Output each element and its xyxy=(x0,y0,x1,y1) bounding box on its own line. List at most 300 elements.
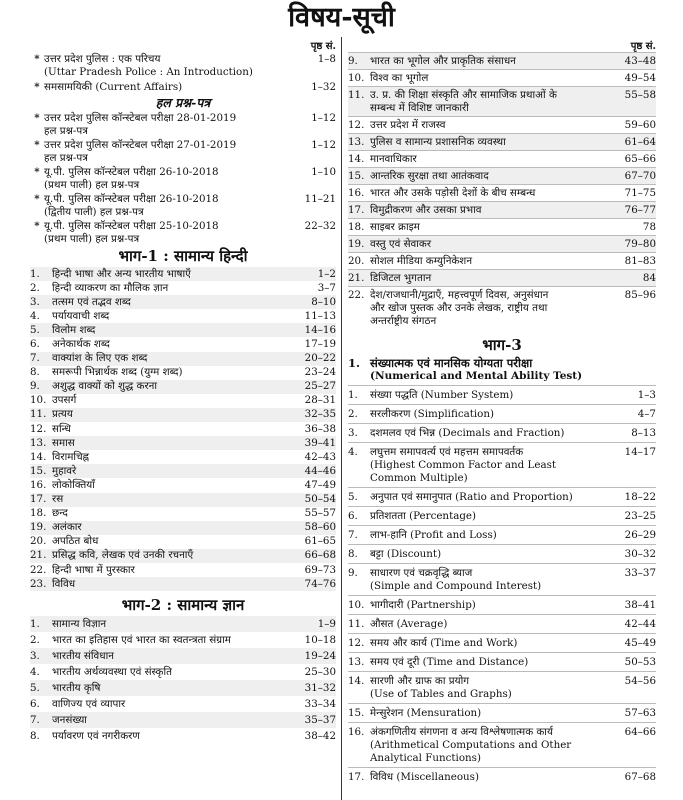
item-page-range: 25–30 xyxy=(304,665,336,678)
solved-paper-item xyxy=(30,192,336,219)
item-number: 5. xyxy=(30,681,40,694)
item-page-range: 42–44 xyxy=(624,617,656,630)
item-page-range: 36–38 xyxy=(304,422,336,435)
item-title xyxy=(52,666,274,679)
item-page-range: 58–60 xyxy=(304,521,336,534)
item-title xyxy=(370,170,594,183)
item-page-range: 18–22 xyxy=(624,490,656,503)
item-page-range: 23–25 xyxy=(624,509,656,522)
part1-item xyxy=(30,563,336,577)
item-page-range: 78 xyxy=(642,220,656,233)
item-title-line: Common Multiple) xyxy=(370,471,468,484)
numerical-item xyxy=(348,506,656,525)
intro-item xyxy=(30,52,336,80)
item-title-line: अशुद्ध वाक्यों को शुद्ध करना xyxy=(52,380,158,393)
item-number: 16. xyxy=(348,186,365,199)
part2-item xyxy=(30,728,336,744)
gk-item xyxy=(348,86,656,116)
item-number: 17. xyxy=(30,493,47,506)
item-page-range: 1–12 xyxy=(311,138,336,151)
item-title-line: (Uttar Pradesh Police : An Introduction) xyxy=(44,66,253,78)
item-number: 17. xyxy=(348,770,365,783)
part1-item xyxy=(30,478,336,492)
item-title xyxy=(52,282,274,295)
item-page-range: 1–9 xyxy=(317,617,336,630)
item-page-range: 11–13 xyxy=(304,309,336,322)
bullet-star: * xyxy=(34,53,40,65)
part3-main-subtitle: (Numerical and Mental Ability Test) xyxy=(370,370,583,382)
item-title-line: (Simple and Compound Interest) xyxy=(370,579,542,592)
item-number: 19. xyxy=(348,237,365,250)
item-title xyxy=(370,548,594,561)
item-title xyxy=(370,567,594,593)
gk-item xyxy=(348,184,656,201)
item-title-line: (Use of Tables and Graphs) xyxy=(370,687,512,700)
numerical-item xyxy=(348,442,656,487)
item-title-line: वाणिज्य एवं व्यापार xyxy=(52,697,126,710)
part1-item xyxy=(30,450,336,464)
gk-item xyxy=(348,133,656,150)
item-title-line: रस xyxy=(52,493,64,506)
item-title-line: अपठित बोध xyxy=(52,535,99,548)
item-title-line: बट्टा (Discount) xyxy=(370,547,442,560)
item-title-line: पर्यावरण एवं नगरीकरण xyxy=(52,729,140,742)
item-page-range: 55–57 xyxy=(304,507,336,520)
part2-item xyxy=(30,632,336,648)
item-title-line: प्रसिद्ध कवि, लेखक एवं उनकी रचनाएँ xyxy=(52,549,194,562)
item-number: 11. xyxy=(348,88,365,101)
item-title xyxy=(44,112,274,138)
item-title xyxy=(52,564,274,577)
item-title xyxy=(370,771,594,784)
item-page-range: 10–18 xyxy=(304,633,336,646)
part1-item xyxy=(30,394,336,408)
item-title xyxy=(370,491,594,504)
item-number: 7. xyxy=(30,713,40,726)
part2-item xyxy=(30,680,336,696)
part3-main-item xyxy=(348,356,656,370)
item-number: 20. xyxy=(348,254,365,267)
item-page-range: 50–54 xyxy=(304,493,336,506)
numerical-item xyxy=(348,487,656,506)
item-title xyxy=(52,324,274,337)
numerical-item xyxy=(348,385,656,404)
item-page-range: 33–37 xyxy=(624,566,656,579)
item-page-range: 39–41 xyxy=(304,436,336,449)
numerical-item xyxy=(348,544,656,563)
item-number: 1. xyxy=(30,617,40,630)
part3-main-number: 1. xyxy=(348,356,361,370)
item-page-range: 4–7 xyxy=(637,407,656,420)
item-title xyxy=(52,479,274,492)
numerical-item xyxy=(348,652,656,671)
item-page-range: 44–46 xyxy=(304,464,336,477)
item-number: 4. xyxy=(30,309,40,322)
item-number: 4. xyxy=(348,445,358,458)
item-number: 21. xyxy=(30,549,47,562)
item-title-line: उत्तर प्रदेश में राजस्व xyxy=(370,118,446,131)
item-page-range: 61–64 xyxy=(624,135,656,148)
item-page-range: 43–48 xyxy=(624,54,656,67)
item-title xyxy=(370,289,594,328)
item-title-line: मुहावरे xyxy=(52,464,77,477)
item-number: 18. xyxy=(30,507,47,520)
part2-item xyxy=(30,664,336,680)
item-title-line: उपसर्ग xyxy=(52,394,77,407)
part2-item xyxy=(30,616,336,632)
item-title-line: यू.पी. पुलिस कॉन्स्टेबल परीक्षा 25-10-2018 xyxy=(44,219,219,232)
numerical-item xyxy=(348,563,656,595)
item-title-line: भारतीय अर्थव्यवस्था एवं संस्कृति xyxy=(52,665,172,678)
item-title xyxy=(370,599,594,612)
item-number: 12. xyxy=(348,118,365,131)
item-page-range: 67–68 xyxy=(624,770,656,783)
gk-item xyxy=(348,201,656,218)
item-title-line: सामान्य विज्ञान xyxy=(52,617,107,630)
item-number: 5. xyxy=(30,323,40,336)
item-title-line: संख्या पद्धति (Number System) xyxy=(370,388,514,401)
item-title-line: सरलीकरण (Simplification) xyxy=(370,407,495,420)
numerical-item xyxy=(348,671,656,703)
item-page-range: 67–70 xyxy=(624,169,656,182)
gk-item xyxy=(348,286,656,329)
item-title xyxy=(52,380,274,393)
item-number: 22. xyxy=(348,288,365,301)
item-title xyxy=(52,268,274,281)
item-page-range: 57–63 xyxy=(624,706,656,719)
item-title xyxy=(370,255,594,268)
item-title xyxy=(370,72,594,85)
item-title-line: लोकोक्तियाँ xyxy=(52,478,95,491)
item-page-range: 38–42 xyxy=(304,729,336,742)
item-title xyxy=(52,493,274,506)
item-title-line: उत्तर प्रदेश पुलिस : एक परिचय xyxy=(44,53,161,65)
item-title xyxy=(52,310,274,323)
item-page-range: 17–19 xyxy=(304,338,336,351)
item-title xyxy=(370,427,594,440)
item-title-line: मानवाधिकार xyxy=(370,152,417,165)
item-number: 12. xyxy=(30,422,47,435)
item-number: 9. xyxy=(348,54,358,67)
item-title xyxy=(52,698,274,711)
item-number: 8. xyxy=(30,366,40,379)
item-title-line: Analytical Functions) xyxy=(370,751,481,764)
item-title-line: (Highest Common Factor and Least xyxy=(370,458,557,471)
solved-paper-item xyxy=(30,165,336,192)
item-number: 3. xyxy=(348,426,358,439)
item-title-line: सन्धि xyxy=(52,422,71,435)
item-page-range: 59–60 xyxy=(624,118,656,131)
item-number: 12. xyxy=(348,636,365,649)
item-title-line: डिजिटल भुगतान xyxy=(370,271,432,284)
bullet-star: * xyxy=(34,192,40,205)
item-title-line: औसत (Average) xyxy=(370,617,448,630)
item-number: 7. xyxy=(30,352,40,365)
item-title xyxy=(370,675,594,701)
gk-item xyxy=(348,218,656,235)
item-title-line: सारणी और ग्राफ का प्रयोग xyxy=(370,674,470,687)
item-page-range: 1–2 xyxy=(317,267,336,280)
item-number: 8. xyxy=(348,547,358,560)
gk-item xyxy=(348,167,656,184)
item-number: 15. xyxy=(30,464,47,477)
item-title xyxy=(52,521,274,534)
item-title xyxy=(370,637,594,650)
part1-item xyxy=(30,521,336,535)
item-number: 13. xyxy=(30,436,47,449)
numerical-item xyxy=(348,614,656,633)
item-title-line: भारत का इतिहास एवं भारत का स्वतन्त्रता संग्राम xyxy=(52,633,231,646)
item-title xyxy=(52,682,274,695)
item-title xyxy=(52,730,274,743)
item-number: 6. xyxy=(30,338,40,351)
bullet-star: * xyxy=(34,165,40,178)
item-title-line: वाक्यांश के लिए एक शब्द xyxy=(52,352,148,365)
item-title-line: प्रत्यय xyxy=(52,408,73,421)
item-number: 22. xyxy=(30,563,47,576)
item-title-line: साधारण एवं चक्रवृद्धि ब्याज xyxy=(370,566,473,579)
item-number: 6. xyxy=(348,509,358,522)
numerical-item xyxy=(348,595,656,614)
item-number: 14. xyxy=(30,450,47,463)
item-title xyxy=(52,465,274,478)
numerical-item xyxy=(348,423,656,442)
item-number: 11. xyxy=(30,408,47,421)
item-page-range: 25–27 xyxy=(304,380,336,393)
item-title xyxy=(52,507,274,520)
intro-item xyxy=(30,80,336,95)
item-title-line: विमुद्रीकरण और उसका प्रभाव xyxy=(370,203,482,216)
item-page-range: 19–24 xyxy=(304,649,336,662)
item-page-range: 76–77 xyxy=(624,203,656,216)
item-title-line: सम्बन्ध में विशिष्ट जानकारी xyxy=(370,101,469,114)
item-number: 7. xyxy=(348,528,358,541)
item-page-range: 81–83 xyxy=(624,254,656,267)
item-page-range: 11–21 xyxy=(304,192,336,205)
bullet-star: * xyxy=(34,219,40,232)
item-title-line: हिन्दी व्याकरण का मौलिक ज्ञान xyxy=(52,281,169,294)
item-page-range: 84 xyxy=(642,271,656,284)
item-title xyxy=(44,220,274,246)
item-title-line: आन्तरिक सुरक्षा तथा आतंकवाद xyxy=(370,169,489,182)
part1-item xyxy=(30,337,336,351)
item-page-range: 1–12 xyxy=(311,111,336,124)
item-number: 15. xyxy=(348,169,365,182)
item-title xyxy=(52,437,274,450)
item-title-line: सोशल मीडिया कम्युनिकेशन xyxy=(370,254,473,267)
item-number: 5. xyxy=(348,490,358,503)
item-title-line: (द्वितीय पाली) हल प्रश्न-पत्र xyxy=(44,205,144,218)
item-number: 2. xyxy=(30,281,40,294)
item-title-line: उत्तर प्रदेश पुलिस कॉन्स्टेबल परीक्षा 28-01-2019 xyxy=(44,111,237,124)
item-title-line: वस्तु एवं सेवाकर xyxy=(370,237,432,250)
item-number: 20. xyxy=(30,535,47,548)
item-page-range: 30–32 xyxy=(624,547,656,560)
item-title xyxy=(52,578,274,591)
item-title-line: भारतीय संविधान xyxy=(52,649,114,662)
item-title xyxy=(370,136,594,149)
item-page-range: 79–80 xyxy=(624,237,656,250)
item-title-line: भारत का भूगोल और प्राकृतिक संसाधन xyxy=(370,54,516,67)
part1-item xyxy=(30,577,336,591)
part1-item xyxy=(30,352,336,366)
part1-item xyxy=(30,323,336,337)
item-title-line: पर्यायवाची शब्द xyxy=(52,309,110,322)
item-page-range: 45–49 xyxy=(624,636,656,649)
item-title-line: (Arithmetical Computations and Other xyxy=(370,738,572,751)
item-title-line: यू.पी. पुलिस कॉन्स्टेबल परीक्षा 26-10-2018 xyxy=(44,165,219,178)
item-title-line: अंकगणितीय संगणना व अन्य विश्लेषणात्मक कार्य xyxy=(370,725,553,738)
part2-item xyxy=(30,712,336,728)
item-title xyxy=(370,408,594,421)
item-page-range: 38–41 xyxy=(624,598,656,611)
part1-item xyxy=(30,464,336,478)
item-title xyxy=(370,656,594,669)
item-title-line: भागीदारी (Partnership) xyxy=(370,598,476,611)
gk-item xyxy=(348,150,656,167)
item-title xyxy=(370,272,594,285)
item-title-line: हिन्दी भाषा में पुरस्कार xyxy=(52,563,135,576)
item-number: 8. xyxy=(30,729,40,742)
part1-item xyxy=(30,422,336,436)
item-page-range: 54–56 xyxy=(624,674,656,687)
item-title xyxy=(44,166,274,192)
item-title xyxy=(370,238,594,251)
item-page-range: 42–43 xyxy=(304,450,336,463)
item-title xyxy=(44,81,274,94)
item-number: 1. xyxy=(348,388,358,401)
item-title-line: हल प्रश्न-पत्र xyxy=(44,151,88,164)
numerical-item xyxy=(348,525,656,544)
part1-item xyxy=(30,380,336,394)
item-page-range: 66–68 xyxy=(304,549,336,562)
bullet-star: * xyxy=(34,81,40,93)
item-title-line: समसामयिकी (Current Affairs) xyxy=(44,81,183,93)
item-title xyxy=(370,119,594,132)
item-title xyxy=(370,389,594,402)
item-title-line: विविध xyxy=(52,577,76,590)
item-page-range: 69–73 xyxy=(304,563,336,576)
item-title xyxy=(44,139,274,165)
item-title-line: देश/राजधानी/मुद्राएँ, महत्त्वपूर्ण दिवस, अनुसंधान xyxy=(370,288,549,301)
item-number: 13. xyxy=(348,655,365,668)
item-page-range: 22–32 xyxy=(304,219,336,232)
gk-item xyxy=(348,69,656,86)
part1-item xyxy=(30,493,336,507)
item-title-line: पुलिस व सामान्य प्रशासनिक व्यवस्था xyxy=(370,135,506,148)
item-number: 3. xyxy=(30,295,40,308)
page-number-header-right: पृष्ठ सं. xyxy=(630,41,656,52)
item-title-line: लघुत्तम समापवर्त्य एवं महत्तम समापवर्तक xyxy=(370,445,524,458)
item-title-line: लाभ-हानि (Profit and Loss) xyxy=(370,528,497,541)
item-number: 23. xyxy=(30,577,47,590)
part1-item xyxy=(30,408,336,422)
item-title xyxy=(52,338,274,351)
item-title-line: दशमलव एवं भिन्न (Decimals and Fraction) xyxy=(370,426,565,439)
gk-item xyxy=(348,52,656,69)
item-title-line: भारतीय कृषि xyxy=(52,681,101,694)
item-title xyxy=(370,221,594,234)
item-page-range: 33–34 xyxy=(304,697,336,710)
item-title xyxy=(370,618,594,631)
item-page-range: 71–75 xyxy=(624,186,656,199)
item-page-range: 55–58 xyxy=(624,88,656,101)
part1-item xyxy=(30,436,336,450)
item-title-line: हल प्रश्न-पत्र xyxy=(44,124,88,137)
item-page-range: 3–7 xyxy=(317,281,336,294)
item-title-line: तत्सम एवं तद्भव शब्द xyxy=(52,295,131,308)
bullet-star: * xyxy=(34,111,40,124)
gk-item xyxy=(348,235,656,252)
part1-item xyxy=(30,267,336,281)
solved-paper-item xyxy=(30,111,336,138)
item-page-range: 64–66 xyxy=(624,725,656,738)
item-page-range: 74–76 xyxy=(304,577,336,590)
item-number: 17. xyxy=(348,203,365,216)
item-title xyxy=(370,55,594,68)
item-page-range: 26–29 xyxy=(624,528,656,541)
item-title-line: यू.पी. पुलिस कॉन्स्टेबल परीक्षा 26-10-2018 xyxy=(44,192,219,205)
numerical-item xyxy=(348,767,656,786)
left-column xyxy=(30,38,336,744)
item-page-range: 14–16 xyxy=(304,323,336,336)
part1-item xyxy=(30,295,336,309)
item-number: 10. xyxy=(30,394,47,407)
item-page-range: 8–13 xyxy=(631,426,656,439)
item-title-line: विश्व का भूगोल xyxy=(370,71,429,84)
item-title-line: (प्रथम पाली) हल प्रश्न-पत्र xyxy=(44,232,140,245)
item-number: 10. xyxy=(348,598,365,611)
item-title-line: उ. प्र. की शिक्षा संस्कृति और सामाजिक प्रथाओं के xyxy=(370,88,557,101)
item-title-line: हिन्दी भाषा और अन्य भारतीय भाषाएँ xyxy=(52,267,191,280)
item-title-line: समय और कार्य (Time and Work) xyxy=(370,636,518,649)
solved-papers-heading: हल प्रश्न-पत्र xyxy=(155,95,211,110)
item-title xyxy=(370,153,594,166)
part1-item xyxy=(30,507,336,521)
item-title xyxy=(52,408,274,421)
item-title-line: अलंकार xyxy=(52,521,82,534)
item-title xyxy=(52,423,274,436)
item-page-range: 28–31 xyxy=(304,394,336,407)
item-number: 1. xyxy=(30,267,40,280)
item-title-line: विलोम शब्द xyxy=(52,323,96,336)
item-title xyxy=(370,529,594,542)
item-page-range: 1–32 xyxy=(311,81,336,93)
bullet-star: * xyxy=(34,138,40,151)
item-page-range: 1–8 xyxy=(317,53,336,65)
item-title-line: मेन्सुरेशन (Mensuration) xyxy=(370,706,482,719)
item-title-line: छन्द xyxy=(52,507,68,520)
part2-heading: भाग-2 : सामान्य ज्ञान xyxy=(121,596,245,615)
item-page-range: 32–35 xyxy=(304,408,336,421)
item-page-range: 35–37 xyxy=(304,713,336,726)
item-number: 4. xyxy=(30,665,40,678)
item-title-line: उत्तर प्रदेश पुलिस कॉन्स्टेबल परीक्षा 27-01-2019 xyxy=(44,138,237,151)
column-divider xyxy=(341,37,342,800)
item-title xyxy=(52,366,274,379)
solved-paper-item xyxy=(30,219,336,246)
item-title-line: समय एवं दूरी (Time and Distance) xyxy=(370,655,529,668)
item-title xyxy=(52,618,274,631)
item-page-range: 49–54 xyxy=(624,71,656,84)
page-number-header: पृष्ठ सं. xyxy=(310,41,336,52)
item-title xyxy=(370,726,594,765)
page-title: विषय-सूची xyxy=(288,2,395,33)
item-title xyxy=(52,535,274,548)
item-title-line: और खोज पुस्तक और उनके लेखक, राष्ट्रीय तथा xyxy=(370,301,548,314)
item-title xyxy=(370,707,594,720)
item-title xyxy=(52,394,274,407)
